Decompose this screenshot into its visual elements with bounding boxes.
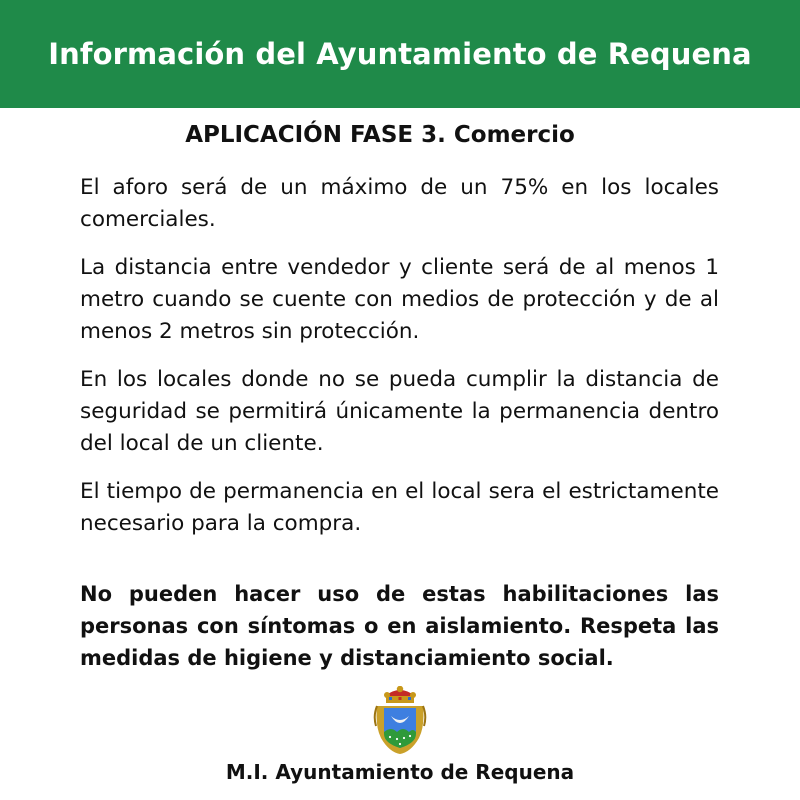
header-banner	[0, 0, 800, 108]
paragraph-distance: La distancia entre vendedor y cliente será de al menos 1 metro cuando se cuente con medios de protección y de al menos 2 metros sin protección.	[80, 255, 719, 344]
footer-label: M.I. Ayuntamiento de Requena	[225, 760, 575, 784]
coat-of-arms-icon	[373, 686, 427, 756]
section-subtitle: APLICACIÓN FASE 3. Comercio	[185, 122, 575, 148]
paragraph-time: El tiempo de permanencia en el local sera el estrictamente necesario para la compra.	[80, 479, 719, 536]
page-title: Información del Ayuntamiento de Requena	[48, 37, 752, 71]
warning-text: No pueden hacer uso de estas habilitaciones las personas con síntomas o en aislamiento. Respeta las medidas de higiene y distanciamiento social.	[80, 582, 719, 670]
notice-body	[80, 172, 719, 690]
paragraph-security: En los locales donde no se pueda cumplir la distancia de seguridad se permitirá únicamente la permanencia dentro del local de un cliente.	[80, 367, 719, 456]
paragraph-capacity: El aforo será de un máximo de un 75% en los locales comerciales.	[80, 175, 719, 232]
